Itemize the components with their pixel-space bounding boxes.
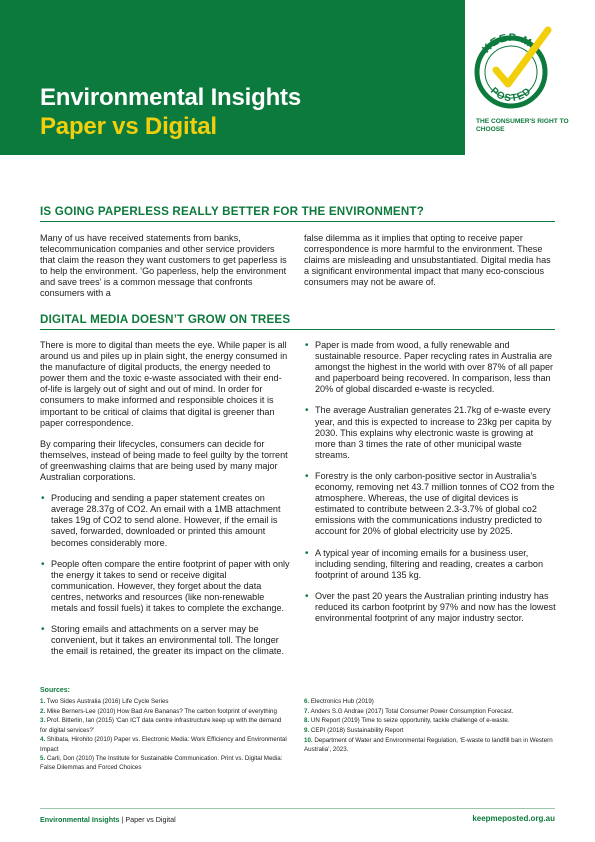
list-item: • The average Australian generates 21.7kg of e-waste every year, and this is expected to increase to 23kg per capita by 2030. This explains why electronic waste is growing at more than 3 times the rate of other municipal waste streams. bbox=[304, 405, 556, 460]
footer-doc-title: | Paper vs Digital bbox=[119, 815, 176, 824]
list-item: • People often compare the entire footprint of paper with only the energy it takes to send or receive digital communication. However, they forget about the data centres, networks and resources (like non-renewable metals and fossil fuels) it takes to complete the exchange. bbox=[40, 559, 290, 614]
section1-col2: false dilemma as it implies that opting to receive paper correspondence is more harmful to the environment. These claims are misleading and unsubstantiated. Digital media has a significant environmental impact that many eco-conscious consumers may not be aware of. bbox=[304, 233, 551, 288]
source-item: 2. Mike Berners-Lee (2010) How Bad Are Bananas? The carbon footprint of everything bbox=[40, 707, 277, 715]
source-item: 1. Two Sides Australia (2016) Life Cycle Series bbox=[40, 698, 169, 705]
logo-text-top: KEEP ME bbox=[480, 31, 542, 56]
section1-rule bbox=[40, 221, 555, 222]
section1-heading: IS GOING PAPERLESS REALLY BETTER FOR THE ENVIRONMENT? bbox=[40, 205, 424, 218]
list-item: • Paper is made from wood, a fully renewable and sustainable resource. Paper recycling rates in Australia are amongst the highest in the world with over 87% of all paper and paperboard being recovered. In comparison, less than 20% of global discarded e-waste is recycled. bbox=[304, 340, 556, 395]
keep-me-posted-logo bbox=[470, 26, 552, 114]
source-item: 10. Department of Water and Environmental Regulation, ‘E-waste to landfill ban in Western Australia’, 2023. bbox=[304, 736, 553, 754]
source-item: 8. UN Report (2019) Time to seize opportunity, tackle challenge of e-waste. bbox=[304, 717, 510, 725]
right-bullet-list bbox=[304, 340, 556, 624]
list-item: • Storing emails and attachments on a server may be convenient, but it takes an environmental toll. The longer the email is retained, the greater its impact on the climate. bbox=[40, 624, 290, 657]
body-paragraph: By comparing their lifecycles, consumers can decide for themselves, instead of being made to feel guilty by the torrent of greenwashing claims that are being used by many major Australian corporations. bbox=[40, 438, 288, 483]
source-item: 3. Prof. Bitterlin, Ian (2015) ‘Can ICT data centre infrastructure keep up with the demand for digital services?’ bbox=[40, 717, 282, 734]
source-item: 4. Shibata, Hirohito (2010) Paper vs. Electronic Media: Work Efficiency and Environmental Impact bbox=[40, 736, 287, 753]
website-link[interactable]: keepmeposted.org.au bbox=[472, 814, 555, 823]
header-banner bbox=[0, 0, 595, 155]
sources-list-left bbox=[40, 697, 288, 773]
source-item: 5. Carli, Don (2010) The Institute for Sustainable Communication. Print vs. Digital Media: False Dilemmas and Forced Choices bbox=[40, 755, 283, 772]
source-item: 7. Anders S.G Andrae (2017) Total Consumer Power Consumption Forecast. bbox=[304, 707, 514, 715]
sources-list-right bbox=[304, 697, 554, 755]
page-title: Environmental Insights bbox=[40, 84, 301, 111]
list-item: • Over the past 20 years the Australian printing industry has reduced its carbon footprint by 97% and now has the lowest environmental footprint of any major industry sector. bbox=[304, 591, 556, 624]
footer-rule bbox=[40, 808, 555, 809]
section2-heading: DIGITAL MEDIA DOESN’T GROW ON TREES bbox=[40, 313, 291, 326]
list-item: • Forestry is the only carbon-positive sector in Australia’s economy, removing net 43.7 million tonnes of CO2 from the atmosphere. Whereas, the use of digital devices is estimated to contribute between 2.3-3.7% of global co2 emissions with the communications industry predicted to account for 20% of global electricity use by 2025. bbox=[304, 471, 556, 538]
left-bullet-list bbox=[40, 493, 290, 657]
sources-title: Sources: bbox=[40, 687, 70, 694]
footer-brand: Environmental Insights bbox=[40, 815, 120, 824]
list-item: • Producing and sending a paper statement creates on average 28.37g of CO2. An email with a 1MB attachment takes 19g of CO2 to send alone. However, if the email is saved, forwarded, downloaded or printed this amount becomes considerably more. bbox=[40, 493, 290, 548]
list-item: • A typical year of incoming emails for a business user, including sending, filtering and reading, creates a carbon footprint of around 135 kg. bbox=[304, 548, 556, 581]
logo-text-bottom: POSTED bbox=[488, 85, 534, 105]
section1-col1: Many of us have received statements from banks, telecommunication companies and other service providers that claim the reason they want customers to get paperless is to help the environment. ‘Go paperless, help the environment and save trees’ is a common message that confronts consumers with a bbox=[40, 233, 287, 299]
source-item: 6. Electronics Hub (2019) bbox=[304, 698, 374, 705]
section2-right-column bbox=[304, 340, 556, 634]
logo-tagline: THE CONSUMER'S RIGHT TO CHOOSE bbox=[476, 118, 569, 133]
section2-rule bbox=[40, 329, 555, 330]
body-paragraph: There is more to digital than meets the eye. While paper is all around us and piles up in plain sight, the energy consumed in the manufacture of digital products, the energy needed to power them and the toxic e-waste associated with their end-of-life is largely out of sight and out of mind. In order for consumers to make informed and responsible choices it is important to be critical of claims that digital is greener than paper correspondence. bbox=[40, 340, 288, 428]
source-item: 9. CEPI (2018) Sustainability Report bbox=[304, 727, 404, 735]
section2-left-column bbox=[40, 340, 290, 667]
page-subtitle: Paper vs Digital bbox=[40, 113, 217, 140]
footer-label bbox=[40, 815, 176, 824]
